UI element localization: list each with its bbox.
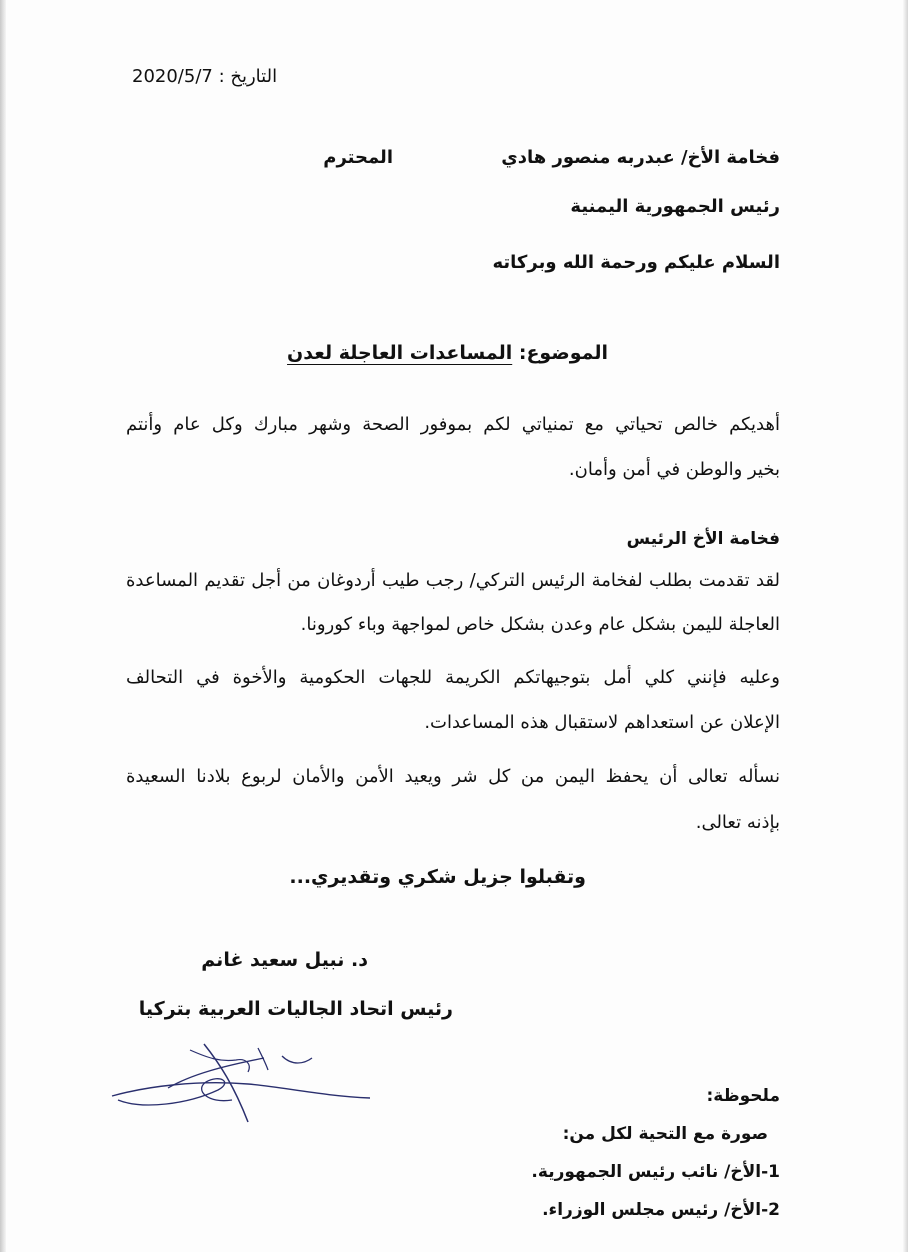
paragraph-3-line-2: الإعلان عن استعداهم لاستقبال هذه المساعدات.	[424, 712, 780, 733]
paragraph-4-line-1: نسأله تعالى أن يحفظ اليمن من كل شر ويعيد الأمن والأمان لربوع بلادنا السعيدة	[126, 766, 780, 787]
sender-title: رئيس اتحاد الجاليات العربية بتركيا	[138, 998, 453, 1020]
page-edge-shadow-right	[903, 0, 908, 1252]
paragraph-1-line-2: بخير والوطن في أمن وأمان.	[568, 459, 780, 480]
note-label: ملحوظة:	[706, 1086, 780, 1106]
paragraph-2-line-2: العاجلة لليمن بشكل عام وعدن بشكل خاص لمواجهة وباء كورونا.	[300, 614, 780, 635]
date-label: التاريخ :	[218, 66, 278, 87]
handwritten-signature	[108, 1030, 378, 1130]
paragraph-2-line-1: لقد تقدمت بطلب لفخامة الرئيس التركي/ رجب طيب أردوغان من أجل تقديم المساعدة	[126, 570, 780, 591]
cc-item-1: 1-الأخ/ نائب رئيس الجمهورية.	[531, 1162, 780, 1182]
cc-label: صورة مع التحية لكل من:	[562, 1124, 768, 1144]
greeting: السلام عليكم ورحمة الله وبركاته	[492, 252, 780, 273]
cc-item-2: 2-الأخ/ رئيس مجلس الوزراء.	[542, 1200, 780, 1220]
honorific: المحترم	[323, 147, 393, 168]
subject-text: المساعدات العاجلة لعدن	[287, 342, 513, 364]
date-value: 2020/5/7	[132, 66, 213, 87]
paragraph-3-line-1: وعليه فإنني كلي أمل بتوجيهاتكم الكريمة للجهات الحكومية والأخوة في التحالف	[126, 667, 780, 688]
recipient-title: رئيس الجمهورية اليمنية	[570, 196, 780, 217]
closing-line: وتقبلوا جزيل شكري وتقديري...	[289, 866, 586, 888]
subject-label: الموضوع:	[518, 342, 608, 364]
page-edge-shadow-left	[0, 0, 6, 1252]
subject-line	[287, 342, 608, 364]
sender-name: د. نبيل سعيد غانم	[201, 949, 368, 971]
paragraph-1-line-1: أهديكم خالص تحياتي مع تمنياتي لكم بموفور الصحة وشهر مبارك وكل عام وأنتم	[126, 414, 780, 435]
date-line	[132, 66, 277, 87]
address-heading: فخامة الأخ الرئيس	[626, 529, 780, 549]
recipient-name: فخامة الأخ/ عبدربه منصور هادي	[501, 147, 780, 168]
paragraph-4-line-2: بإذنه تعالى.	[695, 812, 780, 833]
